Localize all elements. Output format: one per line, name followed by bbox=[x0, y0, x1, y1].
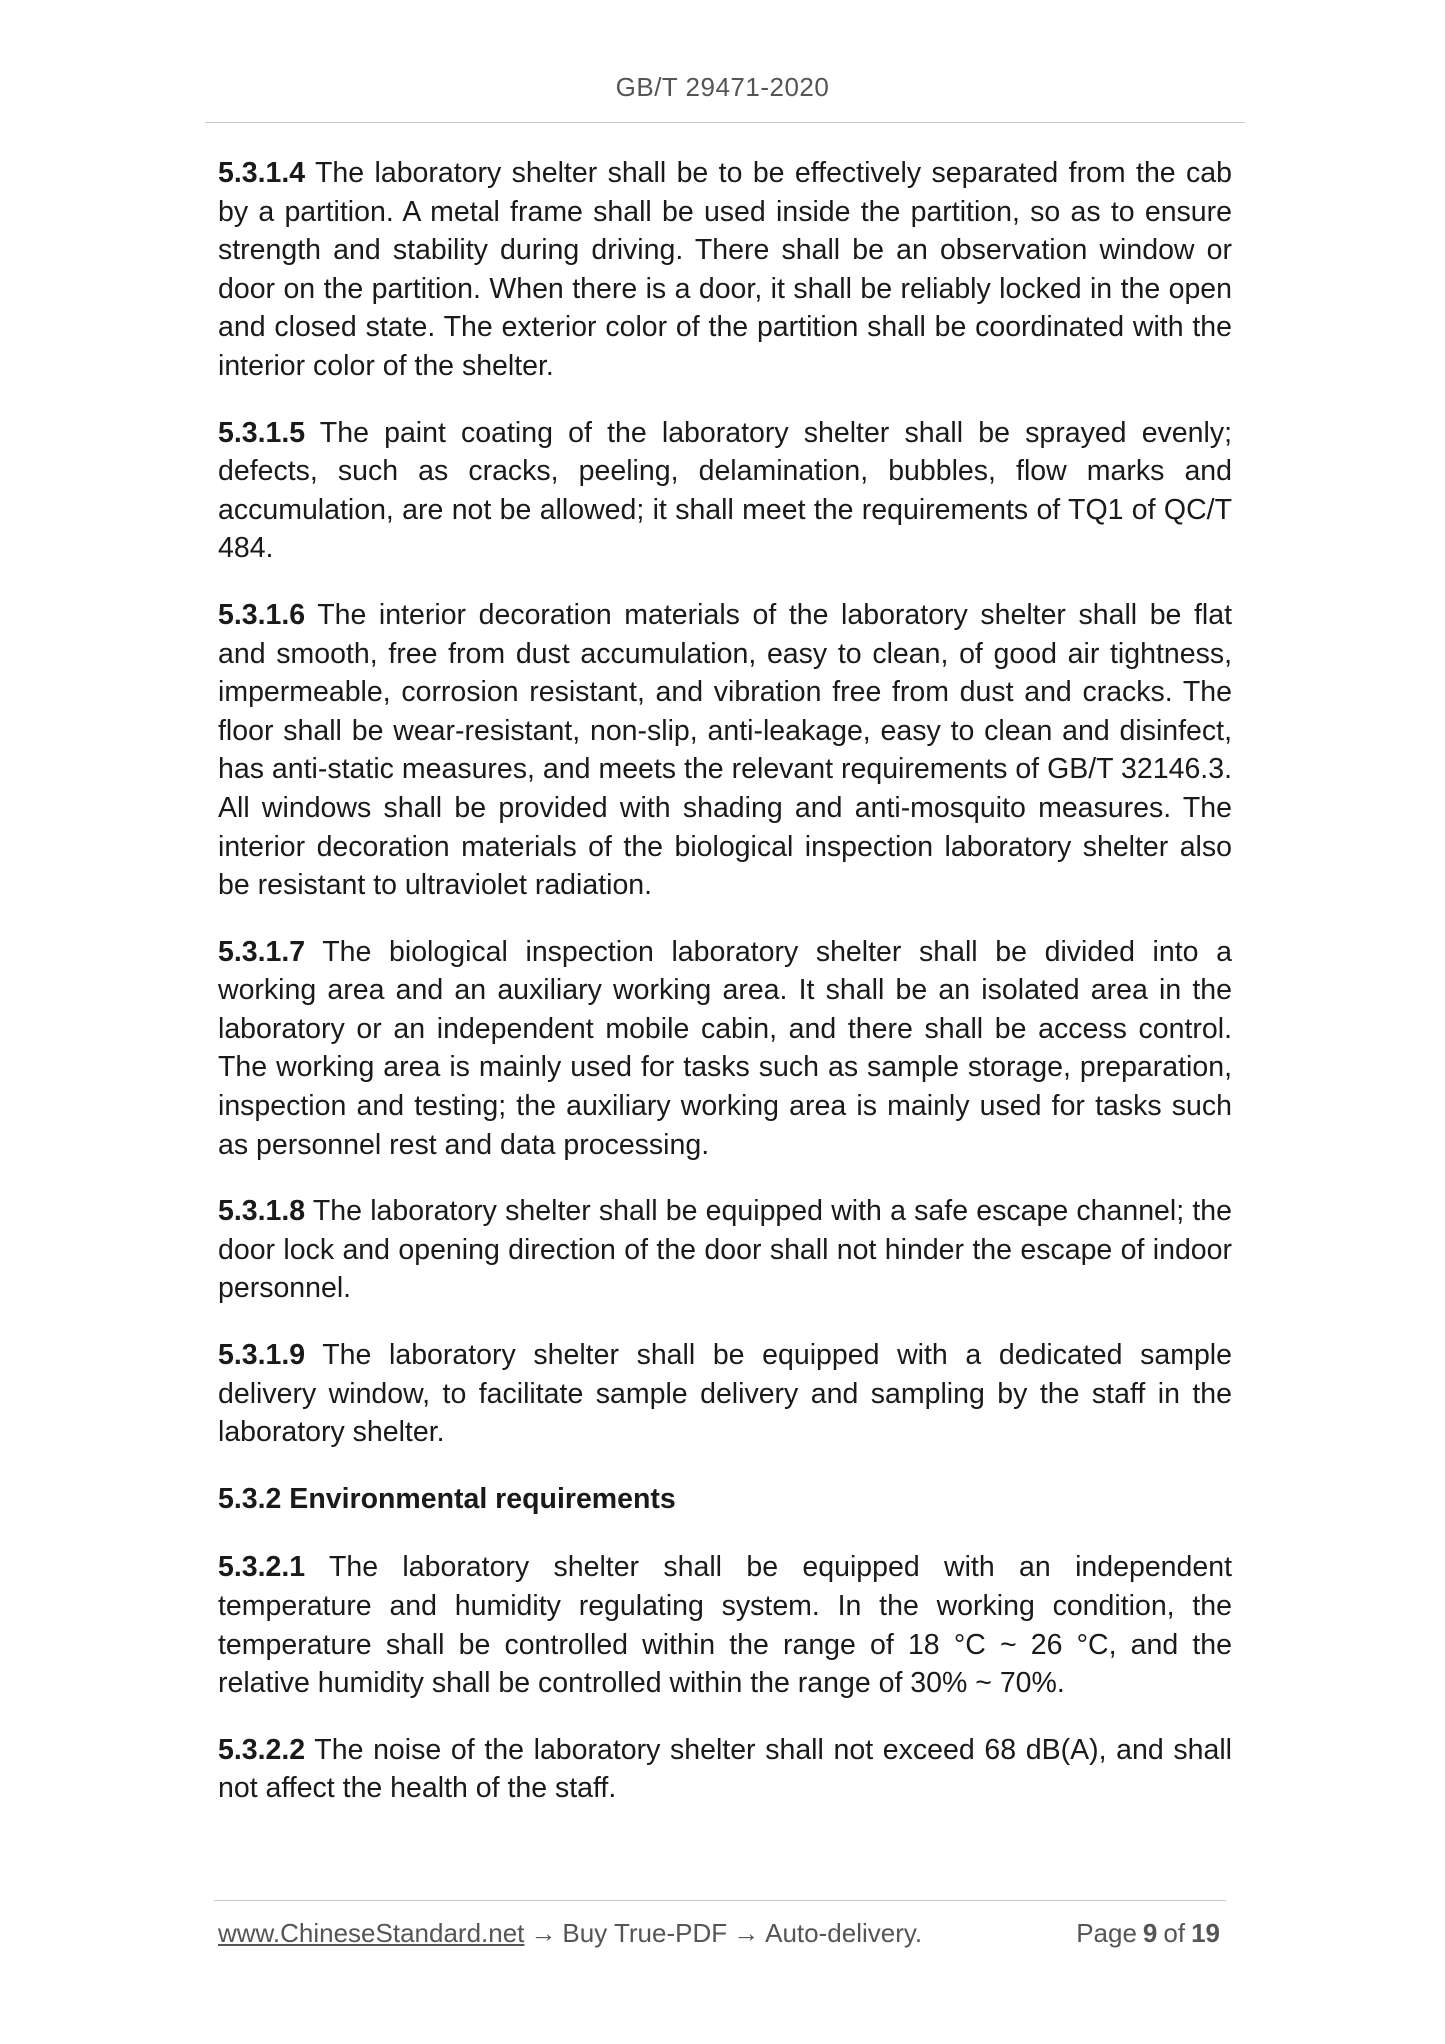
clause-text: The interior decoration materials of the laboratory shelter shall be flat and smooth, free from dust accumulation, easy to clean, of good air tightness, impermeable, corrosion resistant, and vibration free from dust and cracks. The floor shall be wear-resistant, non-slip, anti-leakage, easy to clean and disinfect, has anti-static measures, and meets the relevant requirements of GB/T 32146.3. All windows shall be provided with shading and anti-mosquito measures. The interior decoration materials of the biological inspection laboratory shelter also be resistant to ultraviolet radiation. bbox=[218, 598, 1232, 902]
clause-number: 5.3.1.9 bbox=[218, 1339, 306, 1372]
document-body bbox=[218, 154, 1232, 1836]
page-header-title: GB/T 29471-2020 bbox=[615, 72, 830, 102]
clause-text: The laboratory shelter shall be equipped with a safe escape channel; the door lock and opening direction of the door shall not hinder the escape of indoor personnel. bbox=[218, 1195, 1232, 1305]
clause-5-3-1-9 bbox=[218, 1336, 1232, 1452]
footer-divider bbox=[214, 1900, 1226, 1901]
clause-number: 5.3.1.7 bbox=[218, 935, 306, 968]
total-page-count: 19 bbox=[1191, 1918, 1220, 1948]
arrow-right-icon: → bbox=[530, 1918, 557, 1948]
current-page-number: 9 bbox=[1142, 1918, 1158, 1948]
clause-text: The biological inspection laboratory shelter shall be divided into a working area and an auxiliary working area. It shall be an isolated area in the laboratory or an independent mobile cabin, and there shall be access control. The working area is mainly used for tasks such as sample storage, preparation, inspection and testing; the auxiliary working area is mainly used for tasks such as personnel rest and data processing. bbox=[218, 935, 1232, 1161]
page-footer bbox=[218, 1918, 1226, 1954]
clause-5-3-1-4 bbox=[218, 154, 1232, 386]
clause-5-3-2-1 bbox=[218, 1548, 1232, 1702]
clause-5-3-1-7 bbox=[218, 933, 1232, 1165]
clause-number: 5.3.1.4 bbox=[218, 157, 306, 189]
page-of-label: of bbox=[1163, 1918, 1186, 1948]
clause-number: 5.3.1.8 bbox=[218, 1195, 306, 1228]
page-counter bbox=[1076, 1918, 1226, 1949]
clause-text: The laboratory shelter shall be to be effectively separated from the cab by a partition. A metal frame shall be used inside the partition, so as to ensure strength and stability during driving. There shall be an observation window or door on the partition. When there is a door, it shall be reliably locked in the open and closed state. The exterior color of the partition shall be coordinated with the interior color of the shelter. bbox=[218, 157, 1232, 382]
auto-delivery-text: Auto-delivery. bbox=[765, 1918, 923, 1948]
clause-5-3-1-6 bbox=[218, 596, 1232, 905]
clause-number: 5.3.2.1 bbox=[218, 1551, 306, 1584]
page-label: Page bbox=[1076, 1918, 1137, 1948]
clause-number: 5.3.1.6 bbox=[218, 598, 306, 631]
clause-5-3-2-2 bbox=[218, 1731, 1232, 1808]
clause-text: The noise of the laboratory shelter shall not exceed 68 dB(A), and shall not affect the health of the staff. bbox=[218, 1733, 1232, 1805]
website-link[interactable]: www.ChineseStandard.net bbox=[218, 1918, 525, 1948]
arrow-right-icon: → bbox=[733, 1918, 760, 1948]
header-divider bbox=[205, 122, 1245, 123]
clause-5-3-1-8 bbox=[218, 1192, 1232, 1308]
section-heading-environmental-requirements: 5.3.2 Environmental requirements bbox=[218, 1482, 676, 1515]
buy-true-pdf-text: Buy True-PDF bbox=[562, 1918, 728, 1948]
clause-5-3-1-5 bbox=[218, 414, 1232, 568]
clause-text: The paint coating of the laboratory shelter shall be sprayed evenly; defects, such as cracks, peeling, delamination, bubbles, flow marks and accumulation, are not be allowed; it shall meet the requirements of TQ1 of QC/T 484. bbox=[218, 416, 1232, 565]
clause-text: The laboratory shelter shall be equipped with an independent temperature and humidity regulating system. In the working condition, the temperature shall be controlled within the range of 18 °C ~ 26 °C, and the relative humidity shall be controlled within the range of 30% ~ 70%. bbox=[218, 1551, 1232, 1700]
footer-promo bbox=[218, 1918, 922, 1949]
clause-text: The laboratory shelter shall be equipped with a dedicated sample delivery window, to facilitate sample delivery and sampling by the staff in the laboratory shelter. bbox=[218, 1339, 1232, 1449]
clause-number: 5.3.1.5 bbox=[218, 416, 306, 449]
clause-number: 5.3.2.2 bbox=[218, 1733, 306, 1766]
